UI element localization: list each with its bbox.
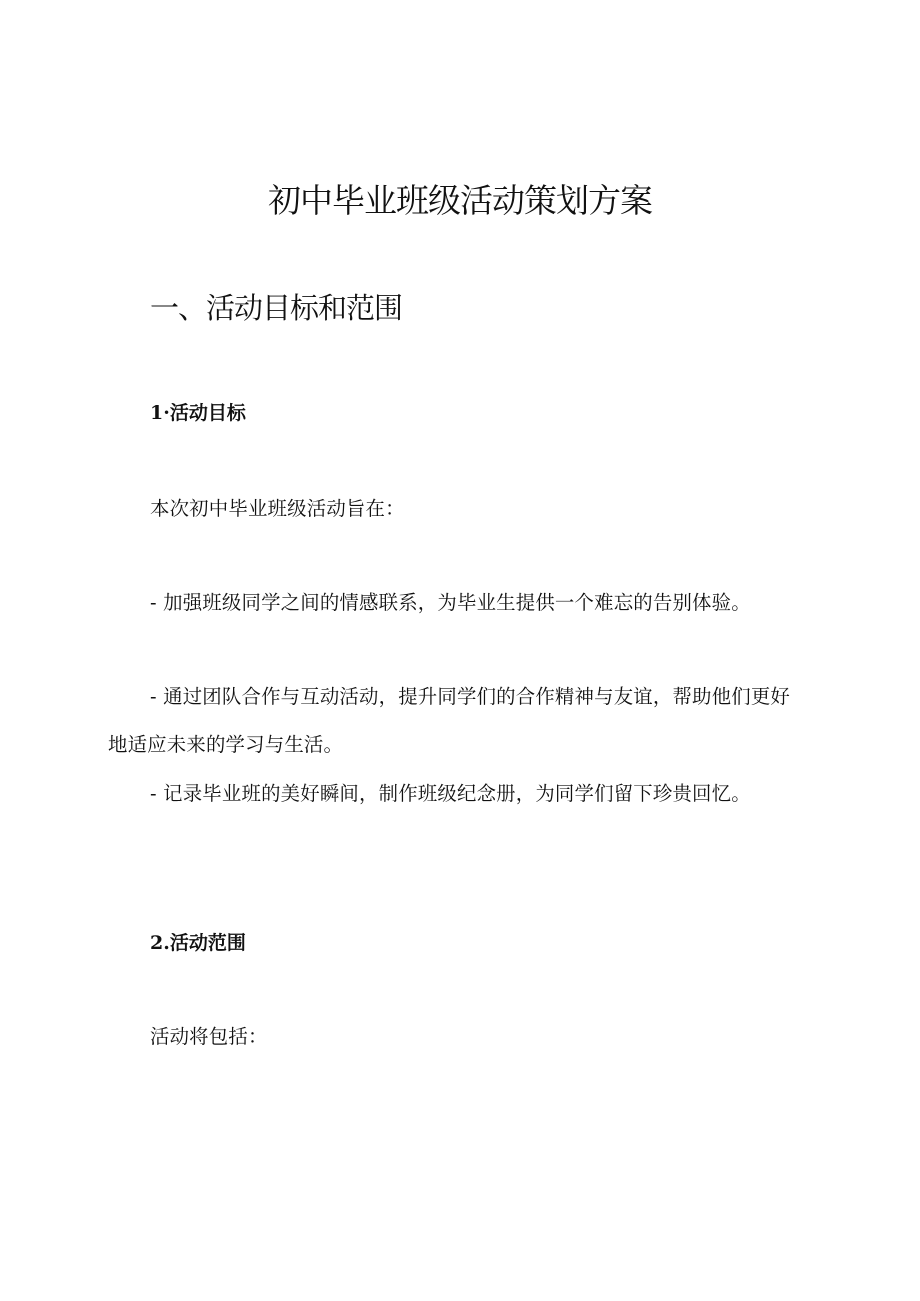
document-title: 初中毕业班级活动策划方案 xyxy=(268,181,652,220)
goal-heading: 1·活动目标 xyxy=(150,402,246,424)
goal-bullet-item: - 通过团队合作与互动活动，提升同学们的合作精神与友谊，帮助他们更好地适应未来的学习与生活。 xyxy=(108,685,791,756)
section-heading: 一、活动目标和范围 xyxy=(150,291,403,325)
scope-heading: 2.活动范围 xyxy=(150,932,246,954)
scope-intro-paragraph: 活动将包括： xyxy=(150,1025,268,1048)
goal-intro-paragraph: 本次初中毕业班级活动旨在： xyxy=(150,497,405,520)
goal-bullet-item: - 加强班级同学之间的情感联系，为毕业生提供一个难忘的告别体验。 xyxy=(150,591,751,614)
goal-bullet-item: - 记录毕业班的美好瞬间，制作班级纪念册，为同学们留下珍贵回忆。 xyxy=(150,782,751,805)
